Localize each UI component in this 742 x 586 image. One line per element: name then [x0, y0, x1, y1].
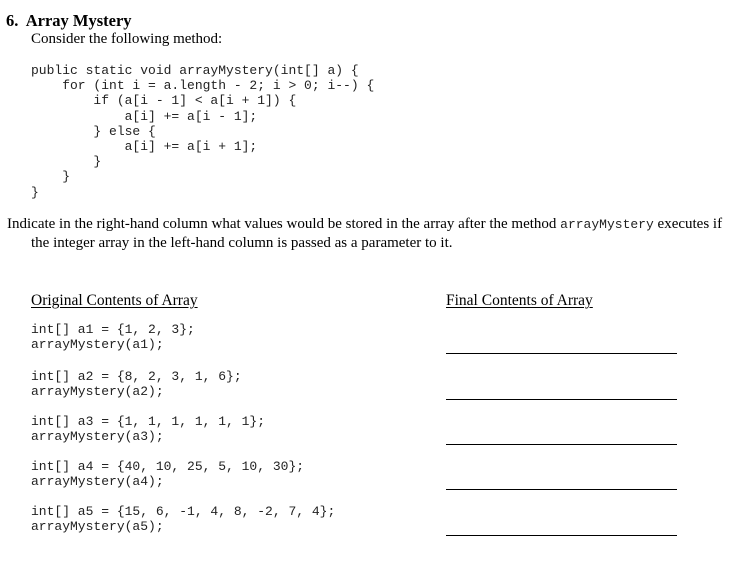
array-declaration: int[] a4 = {40, 10, 25, 5, 10, 30}; [31, 459, 305, 474]
method-call: arrayMystery(a2); [31, 384, 164, 400]
instructions [7, 215, 727, 252]
method-call: arrayMystery(a3); [31, 429, 164, 445]
instructions-part2: executes if [653, 216, 723, 232]
case-row [31, 322, 195, 352]
instructions-part1: Indicate in the right-hand column what values would be stored in the array after the method [7, 216, 561, 232]
array-declaration: int[] a3 = {1, 1, 1, 1, 1, 1}; [31, 414, 266, 429]
original-contents-header: Original Contents of Array [31, 292, 198, 309]
problem-subtitle: Consider the following method: [31, 31, 223, 47]
final-contents-header: Final Contents of Array [446, 292, 593, 309]
answer-line[interactable] [446, 444, 677, 445]
method-code: public static void arrayMystery(int[] a) { for (int i = a.length - 2; i > 0; i--) { if (a[i - 1] < a[i + 1]) { a[i] += a[i - 1]; } else { a[i] += a[i + 1]; } } } [31, 63, 375, 200]
array-declaration: int[] a5 = {15, 6, -1, 4, 8, -2, 7, 4}; [31, 504, 336, 519]
case-row [31, 459, 304, 489]
case-row [31, 369, 242, 399]
problem-title: 6. Array Mystery [6, 11, 132, 30]
answer-line[interactable] [446, 535, 677, 536]
case-row [31, 504, 335, 534]
array-declaration: int[] a2 = {8, 2, 3, 1, 6}; [31, 369, 242, 384]
instructions-method-name: arrayMystery [560, 217, 654, 232]
answer-line[interactable] [446, 399, 677, 400]
answer-line[interactable] [446, 353, 677, 354]
case-row [31, 414, 265, 444]
method-call: arrayMystery(a4); [31, 474, 164, 490]
array-declaration: int[] a1 = {1, 2, 3}; [31, 322, 195, 337]
answer-line[interactable] [446, 489, 677, 490]
instructions-line2: the integer array in the left-hand column is passed as a parameter to it. [31, 235, 453, 251]
method-call: arrayMystery(a1); [31, 337, 164, 353]
method-call: arrayMystery(a5); [31, 519, 164, 535]
